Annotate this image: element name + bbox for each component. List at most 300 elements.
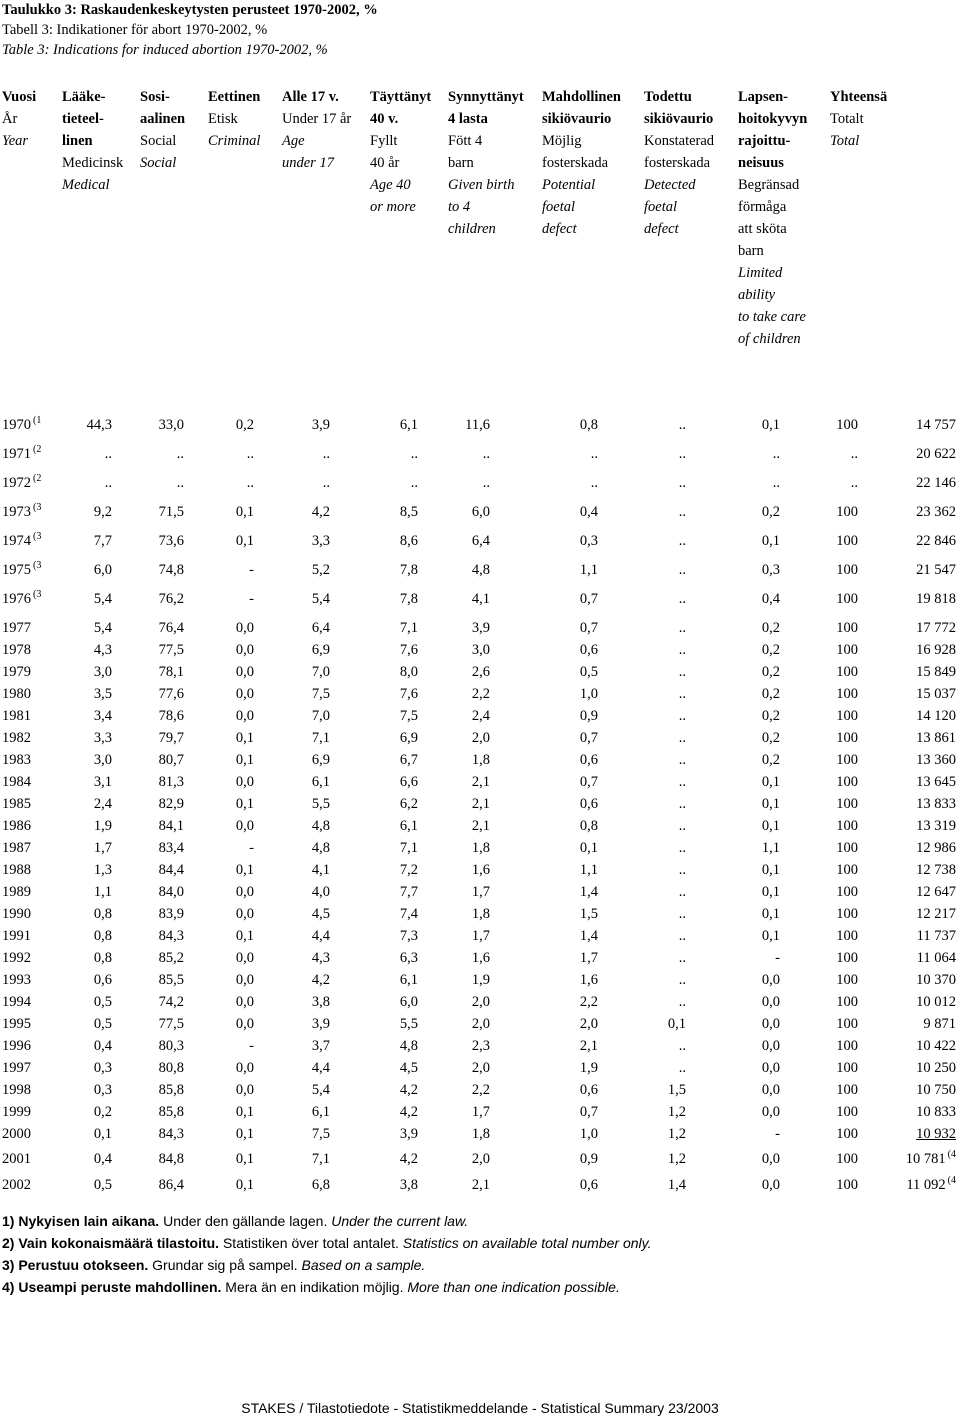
value-cell-social — [159, 1123, 184, 1145]
cell-value: 3,1 — [93, 774, 112, 790]
cell-value: 82,9 — [158, 796, 184, 812]
value-cell-detected-defect — [679, 683, 686, 705]
year-cell — [2, 947, 31, 969]
value-cell-limited-ability — [762, 903, 780, 925]
cell-value: 0,5 — [93, 994, 112, 1010]
value-cell-age40 — [400, 705, 418, 727]
cell-value: 4,1 — [311, 862, 330, 878]
cell-value: 0,1 — [761, 928, 780, 944]
value-cell-detected-defect — [679, 837, 686, 859]
value-cell-potential-defect — [580, 1057, 598, 1079]
header-age40 — [370, 86, 431, 218]
value-cell-potential-defect — [580, 903, 598, 925]
value-cell-social — [159, 925, 184, 947]
value-cell-limited-ability — [762, 793, 780, 815]
year-label: 1988 — [2, 862, 31, 878]
value-cell-detected-defect — [679, 588, 686, 610]
cell-value: 2,0 — [471, 1060, 490, 1076]
year-label: 1985 — [2, 796, 31, 812]
value-cell-total — [906, 1148, 956, 1170]
cell-value: 4,8 — [471, 562, 490, 578]
cell-value: 0,4 — [93, 1038, 112, 1054]
cell-value: 7,7 — [93, 533, 112, 549]
value-cell-total — [836, 815, 858, 837]
year-label: 1990 — [2, 906, 31, 922]
cell-value: 6,9 — [399, 730, 418, 746]
header-criminal — [208, 86, 260, 152]
cell-value: 1,1 — [761, 840, 780, 856]
year-label: 1978 — [2, 642, 31, 658]
value-cell-criminal — [236, 1148, 254, 1170]
value-cell-potential-defect — [580, 991, 598, 1013]
header-line: Fött 4 — [448, 133, 483, 149]
value-cell-potential-defect — [580, 414, 598, 436]
cell-value: .. — [850, 475, 858, 491]
cell-value: 10 012 — [916, 994, 956, 1010]
value-cell-total — [836, 639, 858, 661]
cell-value: 11 092 — [906, 1177, 946, 1193]
year-label: 1974 — [2, 533, 31, 549]
cell-value: 0,1 — [235, 504, 254, 520]
value-cell-age40 — [400, 661, 418, 683]
value-cell-under17 — [312, 969, 330, 991]
cell-value: 4,2 — [399, 1151, 418, 1167]
cell-value: 71,5 — [158, 504, 184, 520]
cell-value: 100 — [836, 620, 858, 636]
value-cell-limited-ability — [762, 1035, 780, 1057]
cell-value: 7,6 — [399, 642, 418, 658]
value-cell-criminal — [236, 749, 254, 771]
cell-value: 1,5 — [667, 1082, 686, 1098]
cell-value: 2,4 — [93, 796, 112, 812]
value-cell-age40 — [411, 472, 418, 494]
value-cell-social — [159, 617, 184, 639]
cell-value: 0,3 — [93, 1060, 112, 1076]
value-cell-given-birth-4 — [472, 588, 490, 610]
value-cell-criminal — [236, 925, 254, 947]
footnote-ref: (1 — [33, 415, 42, 427]
value-cell-medical — [94, 991, 112, 1013]
cell-value: 22 146 — [916, 475, 956, 491]
value-cell-total — [836, 588, 858, 610]
cell-value: 4,5 — [399, 1060, 418, 1076]
cell-value: 0,1 — [761, 796, 780, 812]
cell-value: 1,2 — [667, 1104, 686, 1120]
cell-value: 100 — [836, 950, 858, 966]
cell-value: 84,0 — [158, 884, 184, 900]
value-cell-detected-defect — [679, 501, 686, 523]
value-cell-medical — [94, 588, 112, 610]
value-cell-social — [177, 443, 184, 465]
value-cell-given-birth-4 — [472, 1057, 490, 1079]
header-line: Given birth — [448, 177, 515, 193]
cell-value: 84,4 — [158, 862, 184, 878]
footnotes — [2, 1210, 652, 1298]
year-label: 1983 — [2, 752, 31, 768]
table-row — [0, 749, 960, 771]
value-cell-medical — [94, 727, 112, 749]
footnote-finnish: 1) Nykyisen lain aikana. — [2, 1213, 160, 1229]
cell-value: 12 986 — [916, 840, 956, 856]
value-cell-total — [836, 530, 858, 552]
cell-value: 0,4 — [579, 504, 598, 520]
year-cell — [2, 1057, 31, 1079]
footnote-number: 3 — [36, 502, 42, 514]
cell-value: 77,5 — [158, 1016, 184, 1032]
header-line: Sosi- — [140, 89, 170, 105]
value-cell-total — [836, 749, 858, 771]
value-cell-detected-defect — [679, 793, 686, 815]
cell-value: 100 — [836, 796, 858, 812]
cell-value: 33,0 — [158, 417, 184, 433]
header-line: Synnyttänyt — [448, 89, 524, 105]
header-line: Limited — [738, 265, 783, 281]
cell-value: .. — [322, 475, 330, 491]
cell-value: 78,6 — [158, 708, 184, 724]
value-cell-given-birth-4 — [472, 1148, 490, 1170]
cell-value: 100 — [836, 686, 858, 702]
cell-value: 1,6 — [471, 950, 490, 966]
value-cell-medical — [94, 771, 112, 793]
cell-value: 13 360 — [916, 752, 956, 768]
value-cell-age40 — [400, 727, 418, 749]
header-line: 4 lasta — [448, 111, 488, 127]
cell-value: .. — [678, 950, 686, 966]
value-cell-detected-defect — [679, 443, 686, 465]
value-cell-potential-defect — [580, 859, 598, 881]
value-cell-potential-defect — [580, 727, 598, 749]
value-cell-potential-defect — [580, 1174, 598, 1196]
footnote-finnish: 4) Useampi peruste mahdollinen. — [2, 1279, 222, 1295]
value-cell-criminal — [247, 443, 254, 465]
value-cell-social — [159, 1174, 184, 1196]
value-cell-under17 — [312, 683, 330, 705]
year-cell — [2, 837, 31, 859]
cell-value: 100 — [836, 1016, 858, 1032]
cell-value: 3,8 — [399, 1177, 418, 1193]
value-cell-limited-ability — [775, 947, 780, 969]
header-line: fosterskada — [542, 155, 609, 171]
cell-value: - — [775, 950, 780, 966]
value-cell-detected-defect — [679, 727, 686, 749]
header-line: 40 v. — [370, 111, 399, 127]
value-cell-under17 — [312, 414, 330, 436]
value-cell-limited-ability — [762, 749, 780, 771]
table-row — [0, 639, 960, 661]
table-row — [0, 1013, 960, 1035]
value-cell-potential-defect — [580, 969, 598, 991]
cell-value: 20 622 — [916, 446, 956, 462]
cell-value: 0,2 — [761, 620, 780, 636]
cell-value: 10 370 — [916, 972, 956, 988]
value-cell-total — [836, 771, 858, 793]
page-footer: STAKES / Tilastotiedote - Statistikmeddelande - Statistical Summary 23/2003 — [241, 1400, 719, 1416]
value-cell-total — [916, 815, 956, 837]
cell-value: .. — [678, 562, 686, 578]
cell-value: 0,0 — [235, 994, 254, 1010]
footnote-2 — [2, 1232, 652, 1254]
value-cell-total — [916, 501, 956, 523]
cell-value: 100 — [836, 994, 858, 1010]
value-cell-potential-defect — [580, 559, 598, 581]
cell-value: 0,7 — [579, 730, 598, 746]
cell-value: 0,0 — [235, 686, 254, 702]
cell-value: 7,6 — [399, 686, 418, 702]
header-line: Lääke- — [62, 89, 106, 105]
value-cell-limited-ability — [762, 925, 780, 947]
value-cell-detected-defect — [679, 903, 686, 925]
value-cell-total — [916, 683, 956, 705]
header-line: År — [2, 111, 18, 127]
value-cell-detected-defect — [679, 1035, 686, 1057]
header-medical — [62, 86, 123, 196]
value-cell-under17 — [312, 837, 330, 859]
cell-value: 0,1 — [761, 906, 780, 922]
cell-value: .. — [850, 446, 858, 462]
cell-value: 0,2 — [93, 1104, 112, 1120]
cell-value: 22 846 — [916, 533, 956, 549]
value-cell-limited-ability — [762, 1101, 780, 1123]
footnote-ref: (4 — [947, 1149, 956, 1161]
cell-value: 0,0 — [235, 708, 254, 724]
cell-value: 0,1 — [235, 730, 254, 746]
value-cell-potential-defect — [580, 947, 598, 969]
cell-value: 0,0 — [235, 774, 254, 790]
value-cell-limited-ability — [762, 617, 780, 639]
cell-value: 0,1 — [235, 796, 254, 812]
value-cell-total — [916, 472, 956, 494]
year-cell — [2, 1148, 31, 1170]
year-label: 1980 — [2, 686, 31, 702]
value-cell-age40 — [400, 617, 418, 639]
cell-value: 0,1 — [761, 417, 780, 433]
footnote-english: Based on a sample. — [297, 1257, 426, 1273]
value-cell-social — [159, 661, 184, 683]
value-cell-under17 — [312, 881, 330, 903]
cell-value: 3,9 — [311, 1016, 330, 1032]
value-cell-detected-defect — [679, 705, 686, 727]
cell-value: 100 — [836, 417, 858, 433]
cell-value: 0,0 — [235, 818, 254, 834]
value-cell-total — [916, 559, 956, 581]
cell-value: 100 — [836, 1038, 858, 1054]
value-cell-under17 — [323, 443, 330, 465]
value-cell-given-birth-4 — [472, 1013, 490, 1035]
header-line: Medical — [62, 177, 110, 193]
value-cell-detected-defect — [679, 639, 686, 661]
value-cell-social — [159, 793, 184, 815]
value-cell-potential-defect — [580, 683, 598, 705]
value-cell-total — [916, 771, 956, 793]
value-cell-given-birth-4 — [472, 1079, 490, 1101]
table-row — [0, 1174, 960, 1200]
cell-value: 0,5 — [579, 664, 598, 680]
value-cell-social — [159, 588, 184, 610]
year-cell — [2, 727, 31, 749]
table-row — [0, 1123, 960, 1145]
cell-value: .. — [176, 475, 184, 491]
cell-value: 100 — [836, 708, 858, 724]
cell-value: .. — [410, 475, 418, 491]
header-line: fosterskada — [644, 155, 711, 171]
cell-value: .. — [678, 417, 686, 433]
year-cell — [2, 472, 41, 494]
year-cell — [2, 925, 31, 947]
cell-value: 4,8 — [311, 818, 330, 834]
header-line: Fyllt — [370, 133, 398, 149]
value-cell-limited-ability — [762, 1174, 780, 1196]
cell-value: 84,3 — [158, 1126, 184, 1142]
value-cell-under17 — [312, 771, 330, 793]
cell-value: 0,0 — [235, 1060, 254, 1076]
cell-value: .. — [246, 475, 254, 491]
value-cell-limited-ability — [762, 588, 780, 610]
header-line: children — [448, 221, 496, 237]
value-cell-limited-ability — [762, 639, 780, 661]
value-cell-given-birth-4 — [472, 903, 490, 925]
value-cell-social — [159, 414, 184, 436]
cell-value: 0,6 — [579, 642, 598, 658]
value-cell-criminal — [236, 859, 254, 881]
cell-value: 0,6 — [579, 1082, 598, 1098]
value-cell-given-birth-4 — [472, 815, 490, 837]
cell-value: 3,0 — [471, 642, 490, 658]
value-cell-medical — [94, 1057, 112, 1079]
cell-value: 7,8 — [399, 591, 418, 607]
value-cell-given-birth-4 — [465, 414, 490, 436]
cell-value: 74,2 — [158, 994, 184, 1010]
footnote-finnish: 2) Vain kokonaismäärä tilastoitu. — [2, 1235, 220, 1251]
cell-value: 5,4 — [93, 620, 112, 636]
cell-value: 0,0 — [761, 1060, 780, 1076]
footnote-english: Under the current law. — [327, 1213, 469, 1229]
header-line: Lapsen- — [738, 89, 788, 105]
value-cell-total — [916, 1101, 956, 1123]
cell-value: - — [249, 591, 254, 607]
table-row — [0, 925, 960, 947]
header-line: rajoittu- — [738, 133, 791, 149]
cell-value: .. — [678, 708, 686, 724]
cell-value: 0,0 — [761, 994, 780, 1010]
header-line: of children — [738, 331, 801, 347]
header-line: Medicinsk — [62, 155, 124, 171]
value-cell-given-birth-4 — [472, 749, 490, 771]
value-cell-medical — [94, 947, 112, 969]
year-cell — [2, 881, 31, 903]
cell-value: 5,5 — [399, 1016, 418, 1032]
table-row — [0, 661, 960, 683]
cell-value: - — [775, 1126, 780, 1142]
cell-value: 0,0 — [235, 950, 254, 966]
value-cell-total — [916, 1123, 956, 1145]
cell-value: 1,7 — [471, 928, 490, 944]
cell-value: - — [249, 562, 254, 578]
value-cell-age40 — [400, 925, 418, 947]
year-label: 1984 — [2, 774, 31, 790]
value-cell-medical — [94, 1174, 112, 1196]
cell-value: .. — [678, 774, 686, 790]
cell-value: 100 — [836, 591, 858, 607]
cell-value: 2,4 — [471, 708, 490, 724]
cell-value: .. — [176, 446, 184, 462]
cell-value: 6,4 — [471, 533, 490, 549]
value-cell-potential-defect — [580, 530, 598, 552]
table-row — [0, 443, 960, 472]
cell-value: 0,2 — [761, 708, 780, 724]
value-cell-limited-ability — [762, 815, 780, 837]
value-cell-age40 — [400, 559, 418, 581]
value-cell-limited-ability — [762, 501, 780, 523]
footnote-swedish: Grundar sig på sampel. — [148, 1257, 298, 1273]
value-cell-total — [917, 947, 956, 969]
table-row — [0, 617, 960, 639]
value-cell-limited-ability — [762, 530, 780, 552]
header-year — [2, 86, 36, 152]
value-cell-under17 — [312, 1013, 330, 1035]
cell-value: 0,6 — [93, 972, 112, 988]
footnote-number: 3 — [36, 560, 42, 572]
cell-value: 6,9 — [311, 642, 330, 658]
value-cell-medical — [94, 969, 112, 991]
value-cell-criminal — [247, 472, 254, 494]
cell-value: .. — [678, 686, 686, 702]
value-cell-given-birth-4 — [472, 859, 490, 881]
table-row — [0, 683, 960, 705]
value-cell-criminal — [236, 727, 254, 749]
value-cell-limited-ability — [762, 837, 780, 859]
value-cell-medical — [94, 815, 112, 837]
value-cell-criminal — [236, 991, 254, 1013]
value-cell-social — [159, 530, 184, 552]
cell-value: 6,6 — [399, 774, 418, 790]
cell-value: 76,4 — [158, 620, 184, 636]
value-cell-under17 — [312, 859, 330, 881]
cell-value: 86,4 — [158, 1177, 184, 1193]
year-cell — [2, 661, 31, 683]
value-cell-given-birth-4 — [472, 1101, 490, 1123]
cell-value: 0,0 — [761, 1104, 780, 1120]
cell-value: .. — [590, 446, 598, 462]
cell-value: 13 319 — [916, 818, 956, 834]
cell-value: 12 217 — [916, 906, 956, 922]
cell-value: 7,4 — [399, 906, 418, 922]
cell-value: 0,0 — [761, 972, 780, 988]
header-line: Criminal — [208, 133, 261, 149]
cell-value: 1,6 — [471, 862, 490, 878]
header-line: 40 år — [370, 155, 400, 171]
cell-value: 0,0 — [235, 906, 254, 922]
cell-value: 6,3 — [399, 950, 418, 966]
cell-value: 1,8 — [471, 906, 490, 922]
cell-value: 100 — [836, 642, 858, 658]
table-row — [0, 837, 960, 859]
value-cell-medical — [94, 661, 112, 683]
cell-value: 23 362 — [916, 504, 956, 520]
value-cell-limited-ability — [762, 414, 780, 436]
header-line: to 4 — [448, 199, 471, 215]
value-cell-total — [923, 1013, 956, 1035]
cell-value: 8,5 — [399, 504, 418, 520]
header-line: hoitokyvyn — [738, 111, 808, 127]
value-cell-total — [916, 749, 956, 771]
cell-value: 12 647 — [916, 884, 956, 900]
header-line: Etisk — [208, 111, 238, 127]
year-cell — [2, 1035, 31, 1057]
cell-value: 1,0 — [579, 1126, 598, 1142]
cell-value: 0,6 — [579, 752, 598, 768]
value-cell-given-birth-4 — [472, 947, 490, 969]
cell-value: 15 849 — [916, 664, 956, 680]
